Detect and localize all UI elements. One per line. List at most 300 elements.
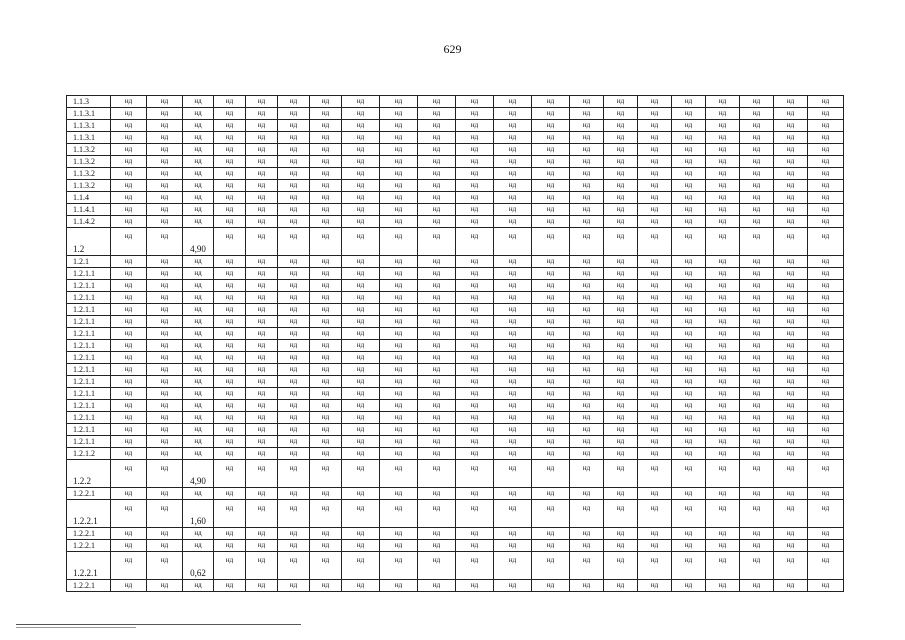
na-cell: нд (246, 304, 278, 316)
na-cell: нд (246, 364, 278, 376)
na-cell: нд (147, 328, 183, 340)
na-cell: нд (310, 528, 342, 540)
na-cell: нд (342, 500, 380, 528)
na-cell: нд (310, 144, 342, 156)
na-cell: нд (672, 96, 706, 108)
na-cell: нд (111, 552, 147, 580)
na-cell: нд (706, 228, 740, 256)
na-cell: нд (672, 424, 706, 436)
na-cell: нд (774, 540, 808, 552)
row-code: 1.2.2.1 (67, 540, 111, 552)
na-cell: нд (740, 400, 774, 412)
na-cell: нд (278, 256, 310, 268)
na-cell: нд (147, 500, 183, 528)
value-cell: нд (183, 180, 214, 192)
na-cell: нд (456, 412, 494, 424)
na-cell: нд (111, 388, 147, 400)
row-code: 1.2.1.1 (67, 436, 111, 448)
na-cell: нд (740, 168, 774, 180)
na-cell: нд (494, 376, 532, 388)
na-cell: нд (638, 364, 672, 376)
na-cell: нд (604, 448, 638, 460)
na-cell: нд (638, 500, 672, 528)
na-cell: нд (706, 400, 740, 412)
na-cell: нд (672, 216, 706, 228)
na-cell: нд (456, 268, 494, 280)
na-cell: нд (147, 376, 183, 388)
value-cell: нд (183, 96, 214, 108)
na-cell: нд (342, 316, 380, 328)
na-cell: нд (604, 156, 638, 168)
na-cell: нд (774, 216, 808, 228)
na-cell: нд (246, 132, 278, 144)
na-cell: нд (740, 180, 774, 192)
na-cell: нд (706, 376, 740, 388)
na-cell: нд (774, 412, 808, 424)
na-cell: нд (111, 304, 147, 316)
na-cell: нд (774, 144, 808, 156)
na-cell: нд (418, 424, 456, 436)
na-cell: нд (418, 216, 456, 228)
na-cell: нд (342, 388, 380, 400)
na-cell: нд (604, 352, 638, 364)
table-row (67, 552, 844, 580)
na-cell: нд (246, 388, 278, 400)
na-cell: нд (604, 228, 638, 256)
row-code: 1.2.2.1 (67, 580, 111, 592)
na-cell: нд (278, 204, 310, 216)
na-cell: нд (774, 340, 808, 352)
na-cell: нд (638, 192, 672, 204)
na-cell: нд (774, 96, 808, 108)
na-cell: нд (706, 436, 740, 448)
na-cell: нд (604, 292, 638, 304)
na-cell: нд (111, 540, 147, 552)
na-cell: нд (418, 280, 456, 292)
na-cell: нд (638, 96, 672, 108)
na-cell: нд (214, 168, 246, 180)
na-cell: нд (638, 216, 672, 228)
na-cell: нд (638, 580, 672, 592)
na-cell: нд (278, 96, 310, 108)
na-cell: нд (214, 540, 246, 552)
na-cell: нд (147, 216, 183, 228)
na-cell: нд (147, 528, 183, 540)
na-cell: нд (638, 144, 672, 156)
na-cell: нд (494, 192, 532, 204)
na-cell: нд (456, 436, 494, 448)
na-cell: нд (532, 168, 570, 180)
na-cell: нд (147, 168, 183, 180)
na-cell: нд (604, 376, 638, 388)
na-cell: нд (570, 292, 604, 304)
footer-rule-short (16, 627, 136, 628)
na-cell: нд (808, 436, 844, 448)
na-cell: нд (638, 108, 672, 120)
na-cell: нд (418, 352, 456, 364)
value-cell: нд (183, 280, 214, 292)
na-cell: нд (147, 316, 183, 328)
na-cell: нд (342, 156, 380, 168)
value-cell: нд (183, 304, 214, 316)
na-cell: нд (342, 96, 380, 108)
na-cell: нд (672, 580, 706, 592)
na-cell: нд (638, 304, 672, 316)
na-cell: нд (111, 256, 147, 268)
page-number: 629 (443, 42, 462, 56)
na-cell: нд (111, 292, 147, 304)
na-cell: нд (570, 352, 604, 364)
na-cell: нд (418, 412, 456, 424)
na-cell: нд (310, 552, 342, 580)
na-cell: нд (672, 460, 706, 488)
na-cell: нд (604, 400, 638, 412)
na-cell: нд (310, 388, 342, 400)
na-cell: нд (604, 280, 638, 292)
na-cell: нд (570, 552, 604, 580)
na-cell: нд (532, 156, 570, 168)
na-cell: нд (706, 192, 740, 204)
na-cell: нд (456, 448, 494, 460)
na-cell: нд (310, 448, 342, 460)
na-cell: нд (808, 280, 844, 292)
na-cell: нд (342, 292, 380, 304)
na-cell: нд (147, 280, 183, 292)
na-cell: нд (310, 132, 342, 144)
na-cell: нд (638, 388, 672, 400)
na-cell: нд (246, 268, 278, 280)
na-cell: нд (380, 376, 418, 388)
table-row (67, 340, 844, 352)
na-cell: нд (380, 340, 418, 352)
na-cell: нд (456, 256, 494, 268)
na-cell: нд (706, 364, 740, 376)
na-cell: нд (214, 268, 246, 280)
value-cell: нд (183, 388, 214, 400)
na-cell: нд (532, 144, 570, 156)
na-cell: нд (418, 144, 456, 156)
na-cell: нд (706, 120, 740, 132)
na-cell: нд (774, 436, 808, 448)
na-cell: нд (246, 280, 278, 292)
na-cell: нд (638, 424, 672, 436)
na-cell: нд (214, 180, 246, 192)
na-cell: нд (278, 228, 310, 256)
na-cell: нд (278, 120, 310, 132)
na-cell: нд (706, 144, 740, 156)
na-cell: нд (456, 96, 494, 108)
na-cell: нд (532, 192, 570, 204)
na-cell: нд (494, 340, 532, 352)
na-cell: нд (774, 364, 808, 376)
row-code: 1.1.3.2 (67, 144, 111, 156)
na-cell: нд (494, 540, 532, 552)
na-cell: нд (310, 328, 342, 340)
na-cell: нд (310, 412, 342, 424)
na-cell: нд (638, 228, 672, 256)
na-cell: нд (808, 412, 844, 424)
na-cell: нд (380, 436, 418, 448)
na-cell: нд (638, 376, 672, 388)
na-cell: нд (147, 540, 183, 552)
na-cell: нд (278, 108, 310, 120)
na-cell: нд (604, 340, 638, 352)
na-cell: нд (740, 580, 774, 592)
na-cell: нд (418, 460, 456, 488)
na-cell: нд (418, 204, 456, 216)
na-cell: нд (570, 192, 604, 204)
na-cell: нд (808, 528, 844, 540)
na-cell: нд (808, 400, 844, 412)
na-cell: нд (532, 268, 570, 280)
na-cell: нд (706, 132, 740, 144)
na-cell: нд (278, 552, 310, 580)
na-cell: нд (147, 120, 183, 132)
na-cell: нд (808, 192, 844, 204)
na-cell: нд (342, 340, 380, 352)
na-cell: нд (532, 96, 570, 108)
na-cell: нд (672, 316, 706, 328)
na-cell: нд (246, 424, 278, 436)
na-cell: нд (532, 552, 570, 580)
na-cell: нд (278, 364, 310, 376)
na-cell: нд (147, 132, 183, 144)
na-cell: нд (380, 144, 418, 156)
na-cell: нд (672, 340, 706, 352)
na-cell: нд (310, 376, 342, 388)
na-cell: нд (774, 316, 808, 328)
na-cell: нд (604, 168, 638, 180)
na-cell: нд (494, 364, 532, 376)
na-cell: нд (246, 488, 278, 500)
na-cell: нд (380, 216, 418, 228)
na-cell: нд (774, 192, 808, 204)
na-cell: нд (147, 412, 183, 424)
na-cell: нд (278, 352, 310, 364)
na-cell: нд (456, 144, 494, 156)
na-cell: нд (532, 304, 570, 316)
na-cell: нд (808, 156, 844, 168)
table-row (67, 256, 844, 268)
na-cell: нд (808, 460, 844, 488)
table-row (67, 364, 844, 376)
na-cell: нд (774, 488, 808, 500)
na-cell: нд (456, 156, 494, 168)
na-cell: нд (706, 216, 740, 228)
na-cell: нд (774, 304, 808, 316)
na-cell: нд (494, 156, 532, 168)
na-cell: нд (638, 156, 672, 168)
na-cell: нд (774, 168, 808, 180)
value-cell: 4,90 (183, 228, 214, 256)
na-cell: нд (494, 96, 532, 108)
na-cell: нд (342, 204, 380, 216)
na-cell: нд (418, 192, 456, 204)
row-code: 1.2.2.1 (67, 528, 111, 540)
na-cell: нд (808, 376, 844, 388)
na-cell: нд (808, 180, 844, 192)
na-cell: нд (672, 180, 706, 192)
na-cell: нд (672, 292, 706, 304)
na-cell: нд (380, 528, 418, 540)
na-cell: нд (638, 436, 672, 448)
na-cell: нд (740, 528, 774, 540)
row-code: 1.2.1.1 (67, 316, 111, 328)
na-cell: нд (532, 328, 570, 340)
na-cell: нд (310, 96, 342, 108)
row-code: 1.2.2 (67, 460, 111, 488)
na-cell: нд (418, 376, 456, 388)
na-cell: нд (342, 228, 380, 256)
na-cell: нд (808, 580, 844, 592)
na-cell: нд (111, 280, 147, 292)
na-cell: нд (638, 256, 672, 268)
na-cell: нд (706, 156, 740, 168)
na-cell: нд (774, 132, 808, 144)
na-cell: нд (532, 388, 570, 400)
na-cell: нд (342, 268, 380, 280)
na-cell: нд (532, 108, 570, 120)
na-cell: нд (310, 488, 342, 500)
na-cell: нд (456, 132, 494, 144)
na-cell: нд (808, 500, 844, 528)
na-cell: нд (147, 552, 183, 580)
na-cell: нд (147, 108, 183, 120)
na-cell: нд (380, 228, 418, 256)
na-cell: нд (214, 412, 246, 424)
na-cell: нд (740, 228, 774, 256)
na-cell: нд (672, 540, 706, 552)
na-cell: нд (342, 376, 380, 388)
value-cell: нд (183, 216, 214, 228)
na-cell: нд (278, 500, 310, 528)
na-cell: нд (808, 132, 844, 144)
na-cell: нд (604, 328, 638, 340)
na-cell: нд (638, 180, 672, 192)
na-cell: нд (740, 96, 774, 108)
na-cell: нд (111, 376, 147, 388)
na-cell: нд (532, 424, 570, 436)
na-cell: нд (310, 436, 342, 448)
na-cell: нд (638, 552, 672, 580)
na-cell: нд (310, 316, 342, 328)
na-cell: нд (570, 400, 604, 412)
na-cell: нд (246, 580, 278, 592)
na-cell: нд (342, 216, 380, 228)
na-cell: нд (604, 500, 638, 528)
na-cell: нд (342, 144, 380, 156)
na-cell: нд (278, 412, 310, 424)
na-cell: нд (672, 156, 706, 168)
value-cell: нд (183, 488, 214, 500)
na-cell: нд (214, 328, 246, 340)
na-cell: нд (418, 364, 456, 376)
na-cell: нд (532, 132, 570, 144)
na-cell: нд (380, 120, 418, 132)
na-cell: нд (246, 540, 278, 552)
na-cell: нд (672, 280, 706, 292)
na-cell: нд (246, 168, 278, 180)
na-cell: нд (456, 580, 494, 592)
na-cell: нд (740, 304, 774, 316)
na-cell: нд (808, 256, 844, 268)
na-cell: нд (278, 216, 310, 228)
na-cell: нд (808, 108, 844, 120)
table-row (67, 352, 844, 364)
na-cell: нд (494, 352, 532, 364)
na-cell: нд (740, 376, 774, 388)
na-cell: нд (147, 424, 183, 436)
value-cell: нд (183, 144, 214, 156)
table-row (67, 216, 844, 228)
na-cell: нд (310, 424, 342, 436)
na-cell: нд (774, 328, 808, 340)
row-code: 1.1.3.1 (67, 132, 111, 144)
na-cell: нд (214, 388, 246, 400)
na-cell: нд (604, 412, 638, 424)
na-cell: нд (456, 424, 494, 436)
na-cell: нд (278, 436, 310, 448)
na-cell: нд (380, 132, 418, 144)
na-cell: нд (214, 552, 246, 580)
na-cell: нд (418, 580, 456, 592)
na-cell: нд (246, 292, 278, 304)
na-cell: нд (342, 364, 380, 376)
na-cell: нд (246, 156, 278, 168)
value-cell: нд (183, 400, 214, 412)
na-cell: нд (380, 168, 418, 180)
na-cell: нд (774, 580, 808, 592)
na-cell: нд (740, 108, 774, 120)
na-cell: нд (604, 204, 638, 216)
na-cell: нд (604, 304, 638, 316)
na-cell: нд (418, 400, 456, 412)
na-cell: нд (774, 204, 808, 216)
row-code: 1.2 (67, 228, 111, 256)
na-cell: нд (494, 256, 532, 268)
na-cell: нд (310, 460, 342, 488)
table-row (67, 580, 844, 592)
na-cell: нд (147, 448, 183, 460)
na-cell: нд (706, 304, 740, 316)
table-row (67, 292, 844, 304)
na-cell: нд (604, 460, 638, 488)
na-cell: нд (808, 216, 844, 228)
na-cell: нд (111, 528, 147, 540)
na-cell: нд (214, 108, 246, 120)
na-cell: нд (740, 120, 774, 132)
na-cell: нд (246, 328, 278, 340)
na-cell: нд (570, 448, 604, 460)
na-cell: нд (278, 400, 310, 412)
na-cell: нд (740, 216, 774, 228)
na-cell: нд (808, 424, 844, 436)
na-cell: нд (638, 204, 672, 216)
na-cell: нд (214, 448, 246, 460)
na-cell: нд (147, 96, 183, 108)
row-code: 1.1.3.2 (67, 156, 111, 168)
na-cell: нд (456, 216, 494, 228)
na-cell: нд (380, 280, 418, 292)
na-cell: нд (111, 168, 147, 180)
na-cell: нд (214, 132, 246, 144)
na-cell: нд (246, 552, 278, 580)
value-cell: нд (183, 192, 214, 204)
na-cell: нд (214, 120, 246, 132)
na-cell: нд (672, 304, 706, 316)
na-cell: нд (456, 120, 494, 132)
row-code: 1.2.1.1 (67, 412, 111, 424)
